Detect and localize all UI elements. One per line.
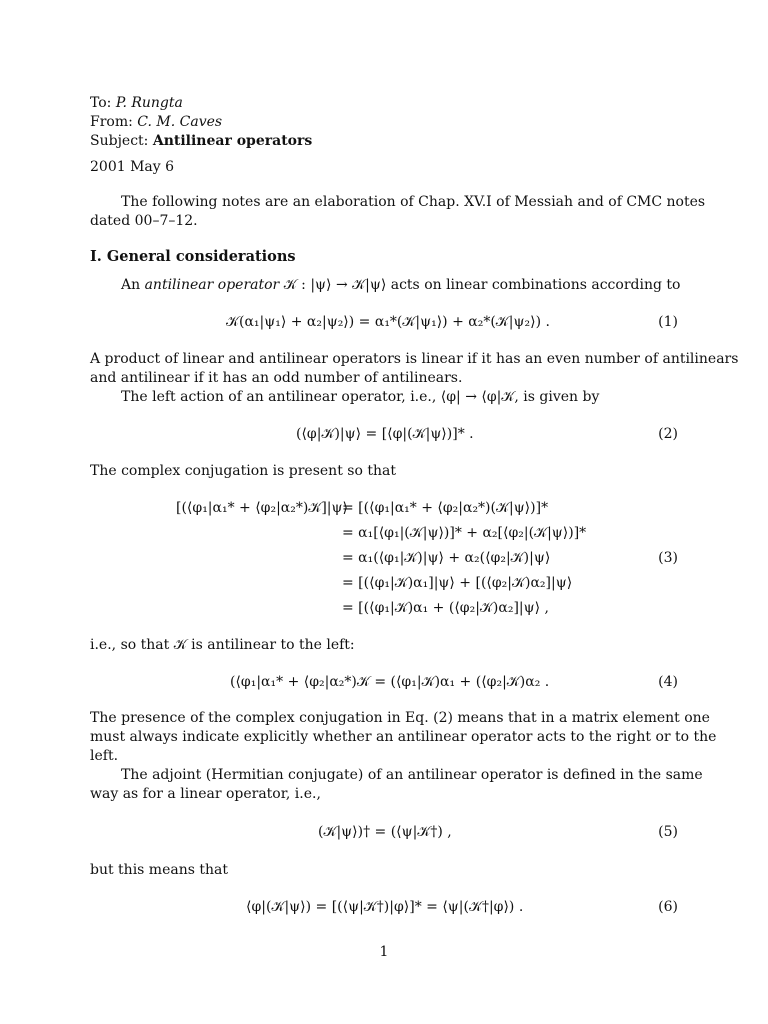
equation-6: ⟨φ|(𝒦|ψ⟩) = [(⟨ψ|𝒦†)|φ⟩]* = ⟨ψ|(𝒦†|φ⟩) . [246, 899, 524, 915]
paragraph-antilinear-definition: An antilinear operator 𝒦 : |ψ⟩ → 𝒦|ψ⟩ acts on linear combinations according to [121, 277, 681, 293]
paragraph-conjugation: The complex conjugation is present so that [90, 463, 396, 479]
memo-subject: Subject: Antilinear operators [90, 133, 313, 149]
equation-3-row-5: = [(⟨φ₁|𝒦)α₁ + (⟨φ₂|𝒦)α₂]|ψ⟩ , [342, 600, 549, 616]
paragraph-presence-line-3: left. [90, 748, 119, 764]
memo-subject-title: Antilinear operators [152, 133, 313, 149]
equation-3-lhs: [(⟨φ₁|α₁* + ⟨φ₂|α₂*)𝒦]|ψ⟩ [176, 500, 348, 516]
paragraph-adjoint-line-2: way as for a linear operator, i.e., [90, 786, 321, 802]
equation-4-number: (4) [658, 674, 678, 690]
paragraph-but-this-means: but this means that [90, 862, 228, 878]
equation-5: (𝒦|ψ⟩)† = (⟨ψ|𝒦†) , [318, 824, 452, 840]
equation-3-row-3: = α₁(⟨φ₁|𝒦)|ψ⟩ + α₂(⟨φ₂|𝒦)|ψ⟩ [342, 550, 551, 566]
memo-date: 2001 May 6 [90, 159, 175, 175]
paragraph-adjoint-line-1: The adjoint (Hermitian conjugate) of an antilinear operator is defined in the same [121, 767, 703, 783]
equation-1-number: (1) [658, 314, 678, 330]
equation-4: (⟨φ₁|α₁* + ⟨φ₂|α₂*)𝒦 = (⟨φ₁|𝒦)α₁ + (⟨φ₂|𝒦)α₂ . [230, 674, 550, 690]
paragraph-antilinear-left: i.e., so that 𝒦 is antilinear to the left: [90, 637, 355, 653]
equation-6-number: (6) [658, 899, 678, 915]
equation-3-row-2: = α₁[⟨φ₁|(𝒦|ψ⟩)]* + α₂[⟨φ₂|(𝒦|ψ⟩)]* [342, 525, 587, 541]
equation-5-number: (5) [658, 824, 678, 840]
equation-3-row-4: = [(⟨φ₁|𝒦)α₁]|ψ⟩ + [(⟨φ₂|𝒦)α₂]|ψ⟩ [342, 575, 573, 591]
paragraph-presence-line-1: The presence of the complex conjugation in Eq. (2) means that in a matrix element one [90, 710, 710, 726]
intro-line-1: The following notes are an elaboration of Chap. XV.I of Messiah and of CMC notes [121, 194, 706, 210]
memo-to-name: P. Rungta [115, 95, 183, 111]
term-antilinear-operator: antilinear operator [144, 277, 280, 293]
paragraph-product-line-1: A product of linear and antilinear operators is linear if it has an even number of antilinears [90, 351, 739, 367]
page-number: 1 [379, 944, 389, 960]
equation-3-row-1: = [(⟨φ₁|α₁* + ⟨φ₂|α₂*)(𝒦|ψ⟩)]* [342, 500, 549, 516]
memo-from-name: C. M. Caves [137, 114, 223, 130]
equation-2: (⟨φ|𝒦)|ψ⟩ = [⟨φ|(𝒦|ψ⟩)]* . [296, 426, 474, 442]
equation-1: 𝒦(α₁|ψ₁⟩ + α₂|ψ₂⟩) = α₁*(𝒦|ψ₁⟩) + α₂*(𝒦|ψ₂⟩) . [226, 314, 550, 330]
equation-3-number: (3) [658, 550, 678, 566]
paragraph-presence-line-2: must always indicate explicitly whether an antilinear operator acts to the right or to the [90, 729, 717, 745]
intro-line-2: dated 00–7–12. [90, 213, 198, 229]
memo-from: From: C. M. Caves [90, 114, 223, 130]
equation-2-number: (2) [658, 426, 678, 442]
section-heading: I. General considerations [90, 248, 296, 265]
memo-to: To: P. Rungta [90, 95, 183, 111]
paragraph-product-line-2: and antilinear if it has an odd number of antilinears. [90, 370, 463, 386]
paragraph-left-action: The left action of an antilinear operator, i.e., ⟨φ| → ⟨φ|𝒦, is given by [121, 389, 600, 405]
